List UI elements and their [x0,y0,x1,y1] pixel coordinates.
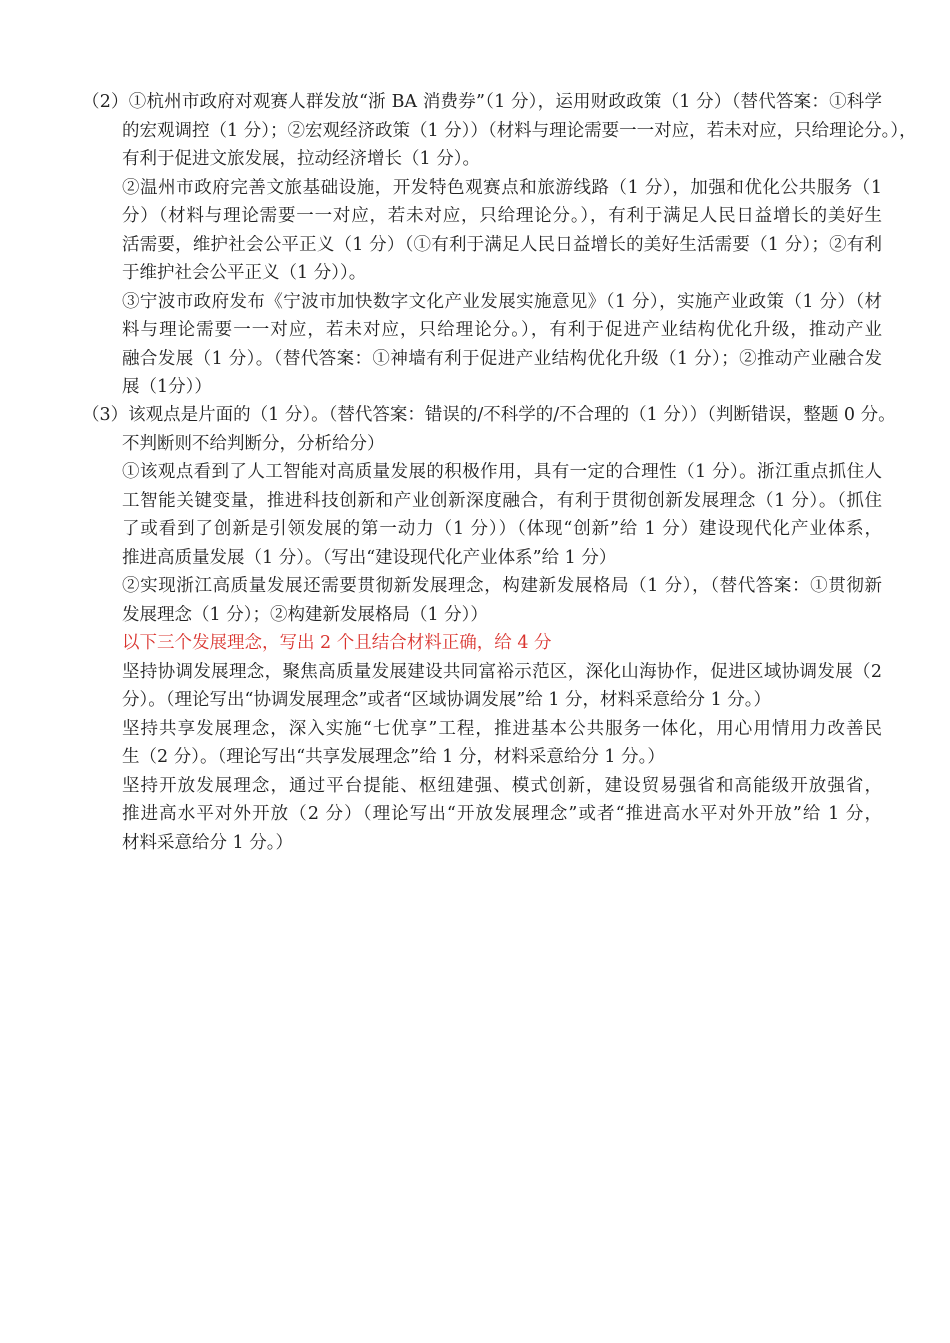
answer-text: 料与理论需要一一对应，若未对应，只给理论分。），有利于促进产业结构优化升级，推动产业 [122,320,882,340]
answer-text: 坚持共享发展理念，深入实施“七优享”工程，推进基本公共服务一体化，用心用情用力改善民 [122,718,882,739]
answer-line [82,88,882,116]
answer-text: 分）。（理论写出“协调发展理念”或者“区域协调发展”给 1 分，材料采意给分 1 分。） [122,690,772,710]
answer-line [122,658,882,686]
scoring-note-highlight [122,629,882,657]
answer-line [122,259,882,287]
answer-line [122,715,882,743]
answer-line [122,174,882,202]
answer-text: 生（2 分）。（理论写出“共享发展理念”给 1 分，材料采意给分 1 分。） [122,747,665,767]
answer-text: 展（1分）） [122,377,212,397]
answer-line [122,686,882,714]
answer-text: 坚持开放发展理念，通过平台提能、枢纽建强、模式创新，建设贸易强省和高能级开放强省， [122,775,882,796]
answer-line [122,231,882,259]
answer-text: 于维护社会公平正义（1 分））。 [122,263,367,283]
answer-text: ②实现浙江高质量发展还需要贯彻新发展理念，构建新发展格局（1 分），（替代答案：①贯彻新 [122,576,882,596]
answer-line [122,743,882,771]
answer-line [122,544,882,572]
question-number: （3） [82,405,129,425]
question-number: （2） [82,92,129,112]
answer-text: ②温州市政府完善文旅基础设施，开发特色观赛点和旅游线路（1 分），加强和优化公共服务（1 [122,177,882,198]
answer-line [122,145,882,173]
answer-text: ①杭州市政府对观赛人群发放“浙 BA 消费券”（1 分），运用财政政策（1 分）（替代答案：①科学 [128,92,882,112]
answer-line [122,487,882,515]
answer-text: 推进高质量发展（1 分）。（写出“建设现代化产业体系”给 1 分） [122,547,617,568]
answer-text: 活需要，维护社会公平正义（1 分）（①有利于满足人民日益增长的美好生活需要（1 分）；②有利 [122,234,882,255]
answer-text: 以下三个发展理念，写出 2 个且结合材料正确，给 4 分 [122,633,552,653]
answer-line [122,288,882,316]
answer-line [82,401,896,429]
answer-text: 了或看到了创新是引领发展的第一动力（1 分））（体现“创新”给 1 分）建设现代化产业体系， [122,519,882,539]
answer-line [122,202,882,230]
answer-text: 该观点是片面的（1 分）。（替代答案：错误的/不科学的/不合理的（1 分））（判断错误，整题 0 分。 [128,405,896,425]
answer-text: ③宁波市政府发布《宁波市加快数字文化产业发展实施意见》（1 分），实施产业政策（1 分）（材 [122,291,882,312]
answer-text: 的宏观调控（1 分）；②宏观经济政策（1 分））（材料与理论需要一一对应，若未对应，只给理论分。）， [122,120,917,141]
answer-line [122,572,882,600]
answer-line [122,772,882,800]
answer-line [122,829,882,857]
answer-text: 工智能关键变量，推进科技创新和产业创新深度融合，有利于贯彻创新发展理念（1 分）。（抓住 [122,490,882,511]
answer-line [122,373,882,401]
answer-line [122,458,882,486]
answer-text: ①该观点看到了人工智能对高质量发展的积极作用，具有一定的合理性（1 分）。浙江重点抓住人 [122,462,882,482]
answer-line [122,601,882,629]
answer-text: 分）（材料与理论需要一一对应，若未对应，只给理论分。），有利于满足人民日益增长的美好生 [122,206,882,226]
answer-line [122,345,882,373]
answer-line [122,800,882,828]
answer-text: 发展理念（1 分）；②构建新发展格局（1 分）） [122,604,488,625]
answer-text: 材料采意给分 1 分。） [122,832,294,853]
answer-line [122,515,882,543]
answer-text: 融合发展（1 分）。（替代答案：①神墙有利于促进产业结构优化升级（1 分）；②推动产业融合发 [122,348,882,369]
answer-line [122,430,882,458]
answer-line [122,316,882,344]
answer-text: 坚持协调发展理念，聚焦高质量发展建设共同富裕示范区，深化山海协作，促进区域协调发展（2 [122,661,882,682]
answer-text: 推进高水平对外开放（2 分）（理论写出“开放发展理念”或者“推进高水平对外开放”给 1 分， [122,804,882,824]
answer-line [122,117,917,145]
answer-text: 有利于促进文旅发展，拉动经济增长（1 分）。 [122,149,480,169]
answer-text: 不判断则不给判断分，分析给分） [122,433,385,454]
